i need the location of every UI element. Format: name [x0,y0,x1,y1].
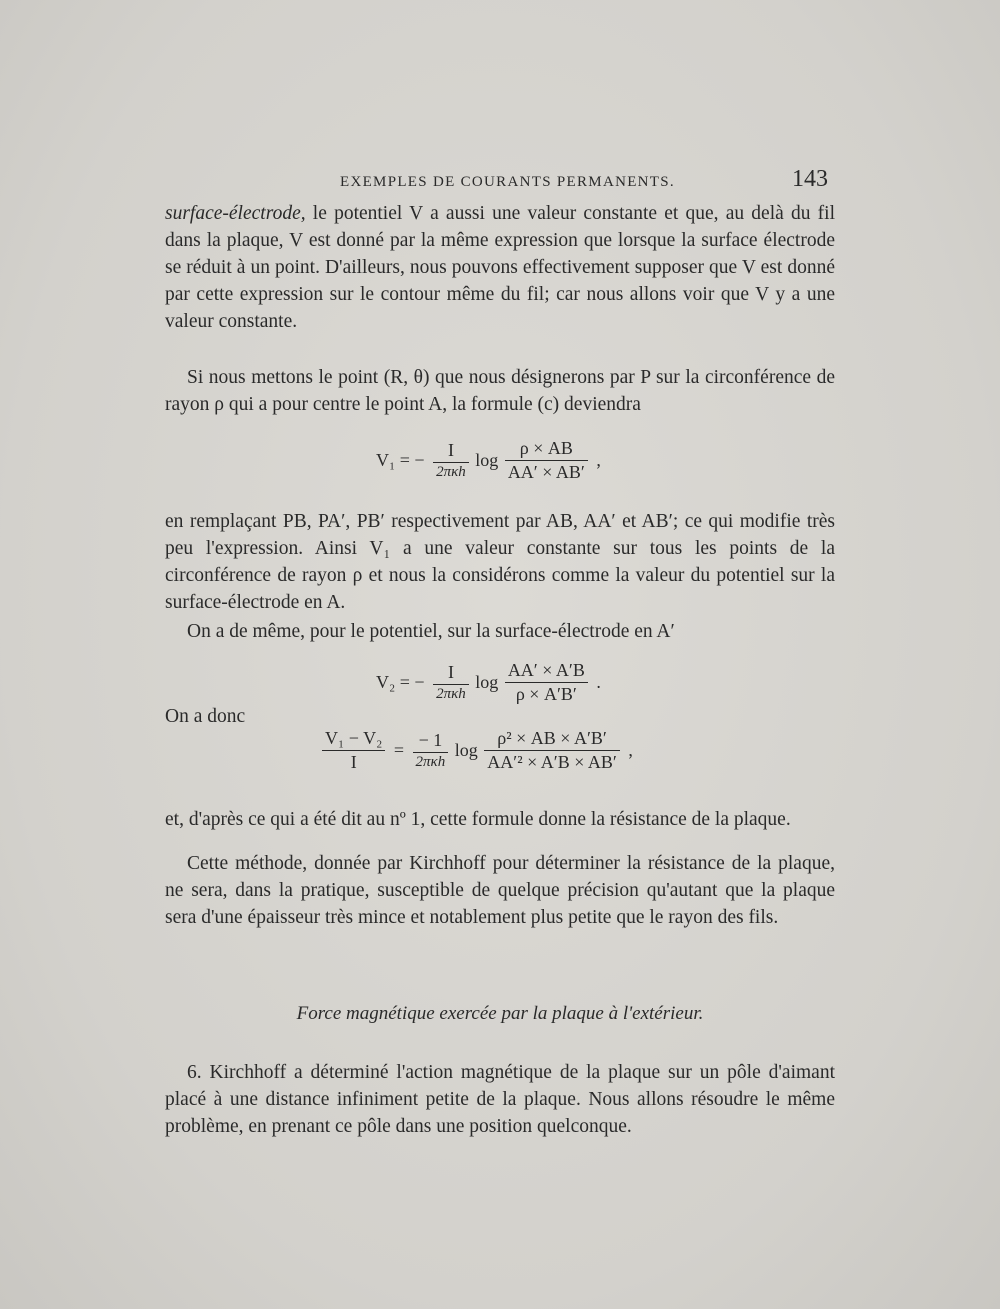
formula-diff-arg-den: AA′² × A′B × AB′ [487,752,617,772]
page-number: 143 [792,166,828,192]
formula-diff-log: log [454,740,478,760]
formula-v2-coef [433,662,469,703]
formula-diff-tail: , [628,740,633,760]
section-heading: Force magnétique exercée par la plaque à l'extérieur. [296,1003,704,1024]
formula-v1-coef [433,440,469,481]
formula-diff-coef-den: 2πκh [415,754,446,770]
paragraph-1 [165,200,835,335]
formula-v2-tail: . [596,672,601,692]
formula-v2-coef-num: I [433,662,469,685]
paragraph-4 [165,618,835,645]
paragraph-3-text: en remplaçant PB, PA′, PB′ respectivement par AB, AA′ et AB′; ce qui modifie très peu l'expression. Ainsi V₁ a une valeur constante sur tous les points de la circonférence de rayon ρ et nous la considérons comme la valeur du potentiel sur la surface-électrode en A. [165,511,835,613]
formula-diff-coef-num: − 1 [413,730,449,753]
formula-v1-coef-num: I [433,440,469,463]
paragraph-5 [165,806,835,833]
formula-v2-arg-num: AA′ × A′B [505,660,588,683]
formula-diff-coef [413,730,449,771]
formula-diff-arg [484,728,620,773]
formula-v2-log: log [475,672,499,692]
formula-v1-coef-den: 2πκh [436,464,466,480]
formula-v1-lhs: V₁ = − [376,450,425,470]
formula-v1-tail: , [596,450,601,470]
on-a-donc-label: On a donc [165,706,246,727]
paragraph-7-text: 6. Kirchhoff a déterminé l'action magnétique de la plaque sur un pôle d'aimant placé à une distance infiniment petite de la plaque. Nous allons résoudre le même problème, en prenant ce pôle dans une position quelconque. [165,1062,835,1137]
running-title: EXEMPLES DE COURANTS PERMANENTS. [340,174,675,190]
paragraph-6 [165,850,835,931]
paragraph-4-text: On a de même, pour le potentiel, sur la surface-électrode en A′ [187,621,675,642]
paragraph-2-text: Si nous mettons le point (R, θ) que nous désignerons par P sur la circonférence de rayon ρ qui a pour centre le point A, la formule (c) deviendra [165,367,835,415]
paragraph-5-text: et, d'après ce qui a été dit au nº 1, cette formule donne la résistance de la plaque. [165,809,791,830]
formula-v1 [372,438,605,483]
formula-v1-arg-den: AA′ × AB′ [507,462,585,482]
formula-v2-arg [505,660,588,705]
paragraph-3 [165,508,835,616]
formula-v2-coef-den: 2πκh [436,686,466,702]
page-header [0,166,1000,200]
formula-difference [322,728,637,773]
formula-diff-eq: = [393,740,405,760]
formula-diff-lhs [322,728,385,773]
formula-v1-log: log [475,450,499,470]
paragraph-7 [165,1059,835,1140]
paragraph-6-text: Cette méthode, donnée par Kirchhoff pour déterminer la résistance de la plaque, ne sera, dans la pratique, susceptible de quelque précision qu'autant que la plaque sera d'une épaisseur très mince et notablement plus petite que le rayon des fils. [165,853,835,928]
formula-diff-lhs-num: V₁ − V₂ [322,728,385,751]
paragraph-1-text: le potentiel V a aussi une valeur constante et que, au delà du fil dans la plaque, V est donné par la même expression que lorsque la surface électrode se réduit à un point. D'ailleurs, nous pouvons effectivement supposer que V est donné par cette expression sur le contour même du fil; car nous allons voir que V y a une valeur constante. [165,203,835,332]
formula-v1-arg-num: ρ × AB [505,438,588,461]
formula-v2 [372,660,605,705]
formula-v1-arg [505,438,588,483]
paragraph-2 [165,364,835,418]
formula-v2-lhs: V₂ = − [376,672,425,692]
italic-term: surface-électrode, [165,203,306,224]
formula-diff-arg-num: ρ² × AB × A′B′ [484,728,620,751]
formula-v2-arg-den: ρ × A′B′ [515,684,577,704]
formula-diff-lhs-den: I [350,752,357,772]
